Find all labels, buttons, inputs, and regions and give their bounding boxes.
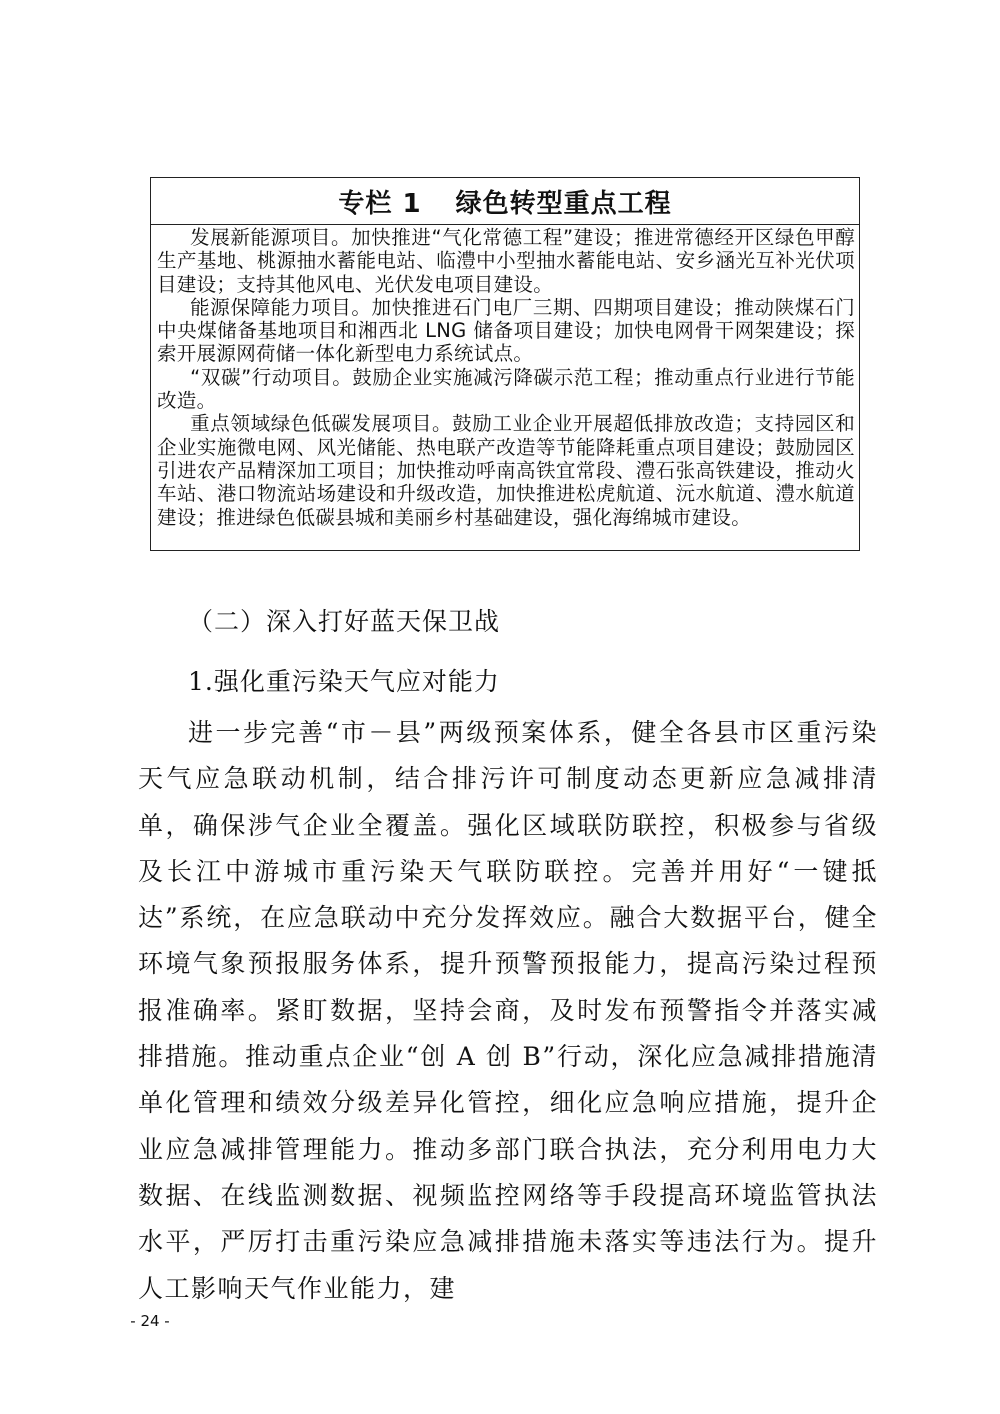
page-number: - 24 - bbox=[130, 1312, 170, 1330]
feature-box bbox=[150, 177, 860, 551]
feature-box-paragraph: 重点领域绿色低碳发展项目。鼓励工业企业开展超低排放改造；支持园区和企业实施微电网、风光储能、热电联产改造等节能降耗重点项目建设；鼓励园区引进农产品精深加工项目；加快推动呼南高铁宜常段、澧石张高铁建设，推动火车站、港口物流站场建设和升级改造，加快推进松虎航道、沅水航道、澧水航道建设；推进绿色低碳县城和美丽乡村基础建设，强化海绵城市建设。 bbox=[157, 412, 855, 529]
subsection-heading: 1.强化重污染天气应对能力 bbox=[188, 667, 500, 696]
feature-box-paragraph: 发展新能源项目。加快推进“气化常德工程”建设；推进常德经开区绿色甲醇生产基地、桃源抽水蓄能电站、临澧中小型抽水蓄能电站、安乡涵光互补光伏项目建设；支持其他风电、光伏发电项目建设。 bbox=[157, 226, 855, 296]
feature-box-title bbox=[151, 178, 859, 225]
feature-box-title-main: 绿色转型重点工程 bbox=[455, 188, 672, 219]
section-heading: （二）深入打好蓝天保卫战 bbox=[188, 607, 501, 636]
feature-box-title-prefix: 专栏 1 bbox=[338, 188, 422, 219]
feature-box-paragraph: “双碳”行动项目。鼓励企业实施减污降碳示范工程；推动重点行业进行节能改造。 bbox=[157, 365, 855, 413]
feature-box-body bbox=[151, 225, 859, 529]
body-paragraph: 进一步完善“市－县”两级预案体系，健全各县市区重污染天气应急联动机制，结合排污许可制度动态更新应急减排清单，确保涉气企业全覆盖。强化区域联防联控，积极参与省级及长江中游城市重污染天气联防联控。完善并用好“一键抵达”系统，在应急联动中充分发挥效应。融合大数据平台，健全环境气象预报服务体系，提升预警预报能力，提高污染过程预报准确率。紧盯数据，坚持会商，及时发布预警指令并落实减排措施。推动重点企业“创 A 创 B”行动，深化应急减排措施清单化管理和绩效分级差异化管控，细化应急响应措施，提升企业应急减排管理能力。推动多部门联合执法，充分利用电力大数据、在线监测数据、视频监控网络等手段提高环境监管执法水平，严厉打击重污染应急减排措施未落实等违法行为。提升人工影响天气作业能力，建 bbox=[138, 718, 878, 1303]
feature-box-paragraph: 能源保障能力项目。加快推进石门电厂三期、四期项目建设；推动陕煤石门中央煤储备基地项目和湘西北 LNG 储备项目建设；加快电网骨干网架建设；探索开展源网荷储一体化新型电力系统试点。 bbox=[157, 295, 855, 366]
